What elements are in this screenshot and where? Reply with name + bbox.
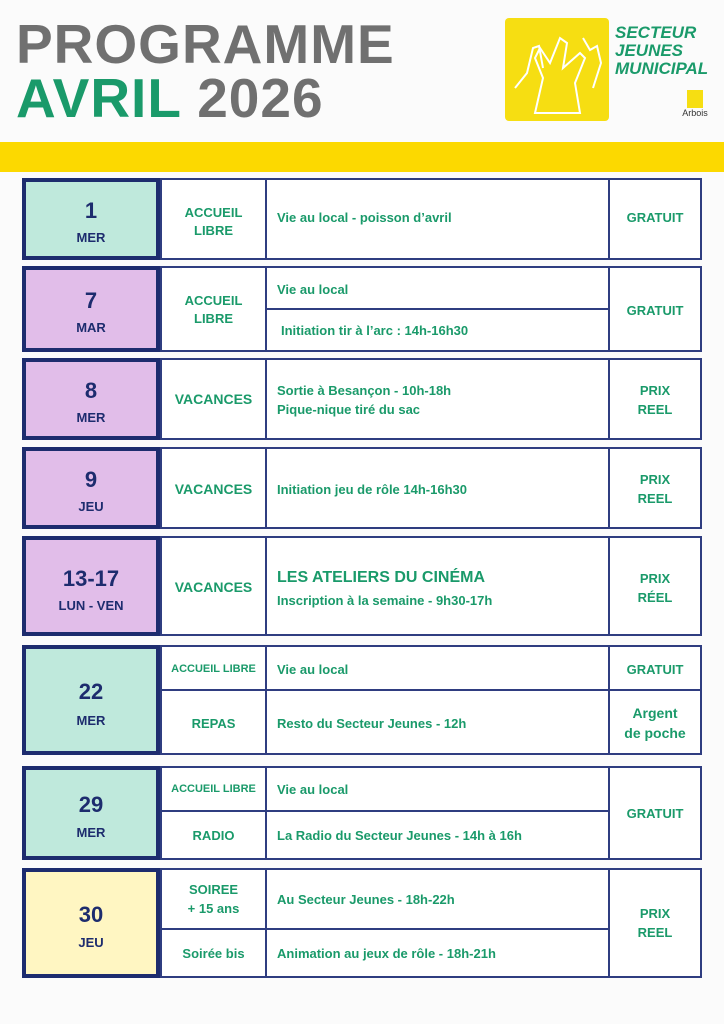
activity-cell-bottom [265,308,610,352]
category-label: VACANCES [174,579,253,595]
category-label: RADIO [192,828,235,843]
category-label: VACANCES [174,391,253,407]
day-number: 22 [78,679,104,704]
day-weekday: MAR [76,320,106,335]
program-row-4 [22,447,702,529]
day-number: 13-17 [62,566,120,591]
title-month: AVRIL [16,67,181,129]
day-cell [22,868,160,978]
price-label: GRATUIT [626,662,684,677]
price-label: GRATUIT [626,806,684,821]
program-row-8 [22,868,702,978]
price-cell [608,447,702,529]
category-label: ACCUEIL LIBRE [184,205,243,238]
category-cell-top [160,868,267,930]
day-weekday: MER [76,230,106,245]
activity-cell-top [265,868,610,930]
day-weekday: JEU [78,935,104,950]
day-number: 1 [84,198,98,223]
page-title: PROGRAMME [16,13,395,75]
logo-line-2: JEUNES [615,41,684,60]
category-label: ACCUEIL LIBRE [171,663,256,675]
program-row-6 [22,645,702,755]
activity-label: Inscription à la semaine - 9h30-17h [277,593,493,608]
price-label: GRATUIT [626,303,684,318]
activity-cell-top [265,645,610,691]
price-label: RÉEL [637,590,673,605]
hands-icon [505,18,609,121]
activity-label: Vie au local [277,282,349,297]
arbois-label: Arbois [682,108,708,118]
activity-label: Sortie à Besançon - 10h-18h [277,383,452,398]
day-cell [22,766,160,860]
day-number: 9 [84,467,98,492]
day-weekday: JEU [78,499,104,514]
day-number: 29 [78,792,104,817]
price-label: Argent [632,705,678,721]
activity-cell-top [265,766,610,812]
category-cell-bottom [160,928,267,978]
day-weekday: MER [76,825,106,840]
category-cell-bottom [160,689,267,755]
activity-label: La Radio du Secteur Jeunes - 14h à 16h [277,828,522,843]
activity-cell [265,447,610,529]
activity-cell-top [265,266,610,310]
day-cell [22,536,160,636]
category-label: SOIREE [188,882,239,897]
logo-line-1: SECTEUR [615,23,697,42]
program-row-3 [22,358,702,440]
logo-yellow-block [505,18,609,121]
price-label: PRIX [639,906,671,921]
price-label: PRIX [639,472,671,487]
category-cell-top [160,645,267,691]
activity-cell [265,358,610,440]
day-number: 30 [78,902,104,927]
price-cell [608,358,702,440]
activity-label: Au Secteur Jeunes - 18h-22h [277,892,455,907]
arbois-emblem-icon [687,90,703,108]
price-label: REEL [637,402,673,417]
activity-cell [265,178,610,260]
price-label: REEL [637,491,673,506]
price-label: GRATUIT [626,210,684,225]
price-cell [608,536,702,636]
page-subtitle [16,68,324,128]
day-cell [22,447,160,529]
title-year: 2026 [197,67,324,129]
day-cell [22,645,160,755]
category-label: REPAS [191,716,236,731]
day-cell [22,178,160,260]
secteur-jeunes-logo [505,18,715,123]
category-cell [160,536,267,636]
price-cell [608,766,702,860]
category-label: ACCUEIL LIBRE [171,783,256,795]
price-cell [608,266,702,352]
activity-cell-bottom [265,928,610,978]
day-weekday: LUN - VEN [58,598,124,613]
logo-line-3: MUNICIPAL [615,59,709,78]
activity-label: Initiation jeu de rôle 14h-16h30 [277,482,467,497]
activity-label: Vie au local - poisson d’avril [277,210,452,225]
category-cell [160,358,267,440]
activity-label: Vie au local [277,782,349,797]
program-row-1 [22,178,702,260]
program-row-5 [22,536,702,636]
price-cell-top [608,645,702,691]
activity-label: Vie au local [277,662,349,677]
price-label: PRIX [639,571,671,586]
category-cell [160,447,267,529]
activity-label: Animation au jeux de rôle - 18h-21h [277,946,496,961]
day-weekday: MER [76,410,106,425]
activity-label: Initiation tir à l’arc : 14h-16h30 [281,323,469,338]
price-cell [608,868,702,978]
day-cell [22,358,160,440]
program-row-7 [22,766,702,860]
category-label: + 15 ans [187,901,240,916]
activity-cell-bottom [265,810,610,860]
category-label: ACCUEIL LIBRE [184,293,243,326]
activity-label: Resto du Secteur Jeunes - 12h [277,716,467,731]
day-number: 7 [84,288,98,313]
activity-cell [265,536,610,636]
category-label: VACANCES [174,481,253,497]
price-cell [608,178,702,260]
category-cell-bottom [160,810,267,860]
price-label: PRIX [639,383,671,398]
category-label: Soirée bis [182,946,245,961]
day-weekday: MER [76,713,106,728]
program-row-2 [22,266,702,352]
logo-text [615,24,719,78]
category-cell [160,178,267,260]
activity-cell-bottom [265,689,610,755]
arbois-logo [675,90,715,118]
yellow-divider-band [0,142,724,172]
activity-label: Pique-nique tiré du sac [277,402,421,417]
activity-title: LES ATELIERS DU CINÉMA [277,569,486,586]
category-cell-top [160,766,267,812]
price-cell-bottom [608,689,702,755]
day-cell [22,266,160,352]
price-label: de poche [624,725,686,741]
day-number: 8 [84,378,98,403]
price-label: REEL [637,925,673,940]
category-cell [160,266,267,352]
